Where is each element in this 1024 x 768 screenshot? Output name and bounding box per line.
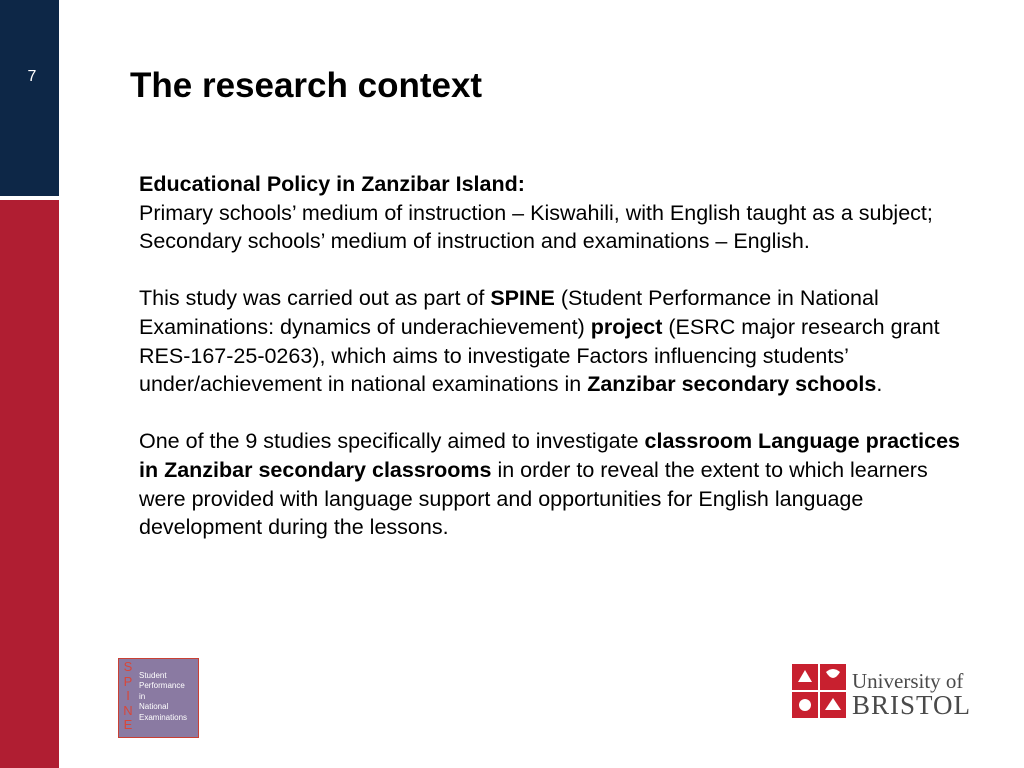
spine-letter: N xyxy=(123,702,133,718)
bristol-wordmark xyxy=(852,670,971,718)
bristol-crest-icon xyxy=(792,664,846,718)
university-of-bristol-logo xyxy=(792,664,974,720)
spine-word: National xyxy=(139,702,169,712)
study-bold-zanzibar: Zanzibar secondary schools xyxy=(587,372,877,397)
aim-paragraph xyxy=(139,427,969,541)
study-text-4: . xyxy=(876,372,883,397)
spine-word: Student xyxy=(139,671,167,680)
aim-text-2: in order to reveal the extent to which learners were provided with language support and opportunities for English language development during the lessons. xyxy=(139,457,928,540)
spine-logo-words xyxy=(139,671,187,723)
study-text-2: (Student Performance in National Examinations: dynamics of underachievement) xyxy=(139,286,879,339)
study-text-3: (ESRC major research grant RES-167-25-0263), which aims to investigate Factors influencing students’ under/achievement in national examinations in xyxy=(139,314,940,397)
bristol-line2: BRISTOL xyxy=(852,690,972,720)
study-paragraph xyxy=(139,284,969,398)
spine-letter: S xyxy=(123,659,133,674)
spine-letter: I xyxy=(126,688,130,703)
aim-bold: classroom Language practices in Zanzibar secondary classrooms xyxy=(139,429,960,482)
bristol-line1: University of xyxy=(852,669,964,693)
study-bold-project: project xyxy=(590,314,663,339)
sidebar-navy-bar xyxy=(0,0,59,196)
spine-word: Performance xyxy=(139,681,185,691)
sidebar-red-bar xyxy=(0,200,59,768)
spine-logo-letters xyxy=(122,660,134,733)
spine-word: in xyxy=(139,691,146,701)
slide-body xyxy=(139,170,969,570)
study-text-1: This study was carried out as part of xyxy=(139,286,491,311)
slide-title: The research context xyxy=(130,66,483,105)
policy-paragraph xyxy=(139,170,969,256)
spine-letter: E xyxy=(123,717,133,732)
study-bold-spine: SPINE xyxy=(490,286,555,311)
policy-text: Primary schools’ medium of instruction – Kiswahili, with English taught as a subject; Secondary schools’ medium of instruction and examinations – English. xyxy=(139,200,933,254)
spine-letter: P xyxy=(123,673,133,689)
policy-heading: Educational Policy in Zanzibar Island: xyxy=(139,172,525,196)
spine-word: Examinations xyxy=(139,712,188,722)
aim-text-1: One of the 9 studies specifically aimed to investigate xyxy=(139,429,645,454)
slide-number: 7 xyxy=(27,68,37,85)
spine-logo xyxy=(118,658,199,738)
